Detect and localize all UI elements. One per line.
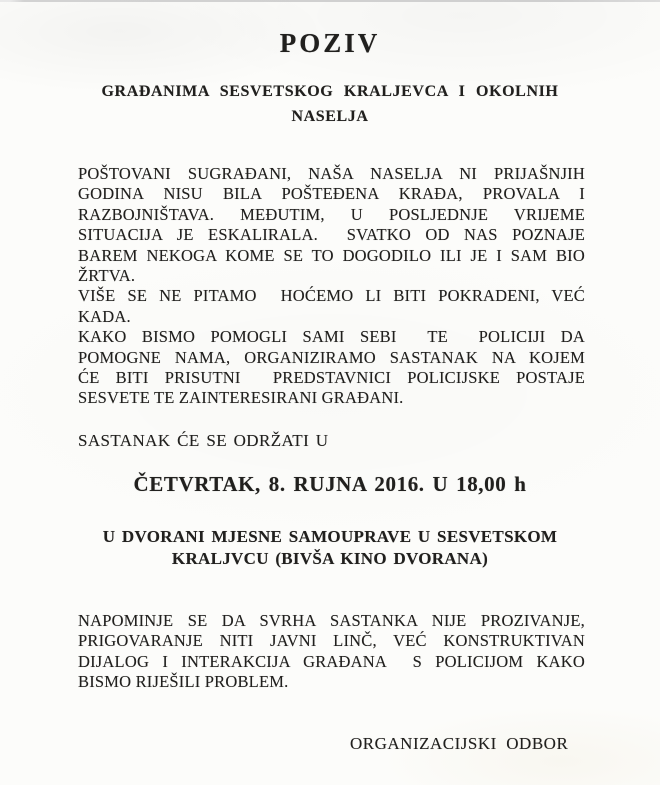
meeting-intro-line: SASTANAK ĆE SE ODRŽATI U [78,431,329,450]
body-line: SITUACIJA JE ESKALIRALA. SVATKO OD NAS POZNAJE [78,225,585,245]
body-line: KADA. [78,306,131,326]
body-line: VIŠE SE NE PITAMO HOĆEMO LI BITI POKRADENI, VEĆ [78,286,585,306]
body-line: SESVETE TE ZAINTERESIRANI GRAĐANI. [78,388,404,408]
body-line: ŽRTVA. [78,266,136,286]
body-line: BAREM NEKOGA KOME SE TO DOGODILO ILI JE I SAM BIO [78,245,585,265]
body-line: GODINA NISU BILA POŠTEĐENA KRAĐA, PROVALA I [78,184,585,204]
addressees-line-1: GRAĐANIMA SESVETSKOG KRALJEVCA I OKOLNIH [101,83,559,100]
meeting-datetime: ČETVRTAK, 8. RUJNA 2016. U 18,00 h [133,472,527,496]
body-line: KAKO BISMO POMOGLI SAMI SEBI TE POLICIJI DA [78,327,585,347]
body-line: RAZBOJNIŠTAVA. MEĐUTIM, U POSLJEDNJE VRIJEME [78,204,585,224]
main-text [78,164,585,409]
addressees-line-2: NASELJA [291,108,369,125]
scan-edge-artifact [0,0,660,2]
addressees [0,79,660,129]
note-line: DIJALOG I INTERAKCIJA GRAĐANA S POLICIJOM KAKO [78,651,585,671]
disclaimer-text [78,611,585,693]
note-line: NAPOMINJE SE DA SVRHA SASTANKA NIJE PROZIVANJE, [78,611,585,630]
meeting-venue [0,526,660,570]
note-line: PRIGOVARANJE NITI JAVNI LINČ, VEĆ KONSTRUKTIVAN [78,631,585,651]
body-line: POŠTOVANI SUGRAĐANI, NAŠA NASELJA NI PRIJAŠNJIH [78,164,585,183]
signature: ORGANIZACIJSKI ODBOR [350,734,569,753]
body-line: ĆE BITI PRISUTNI PREDSTAVNICI POLICIJSKE POSTAJE [78,368,585,388]
notice-title: POZIV [279,28,381,58]
body-line: POMOGNE NAMA, ORGANIZIRAMO SASTANAK NA KOJEM [78,347,585,367]
note-line: BISMO RIJEŠILI PROBLEM. [78,672,289,692]
venue-line-1: U DVORANI MJESNE SAMOUPRAVE U SESVETSKOM [102,527,558,546]
venue-line-2: KRALJVCU (BIVŠA KINO DVORANA) [171,549,489,568]
